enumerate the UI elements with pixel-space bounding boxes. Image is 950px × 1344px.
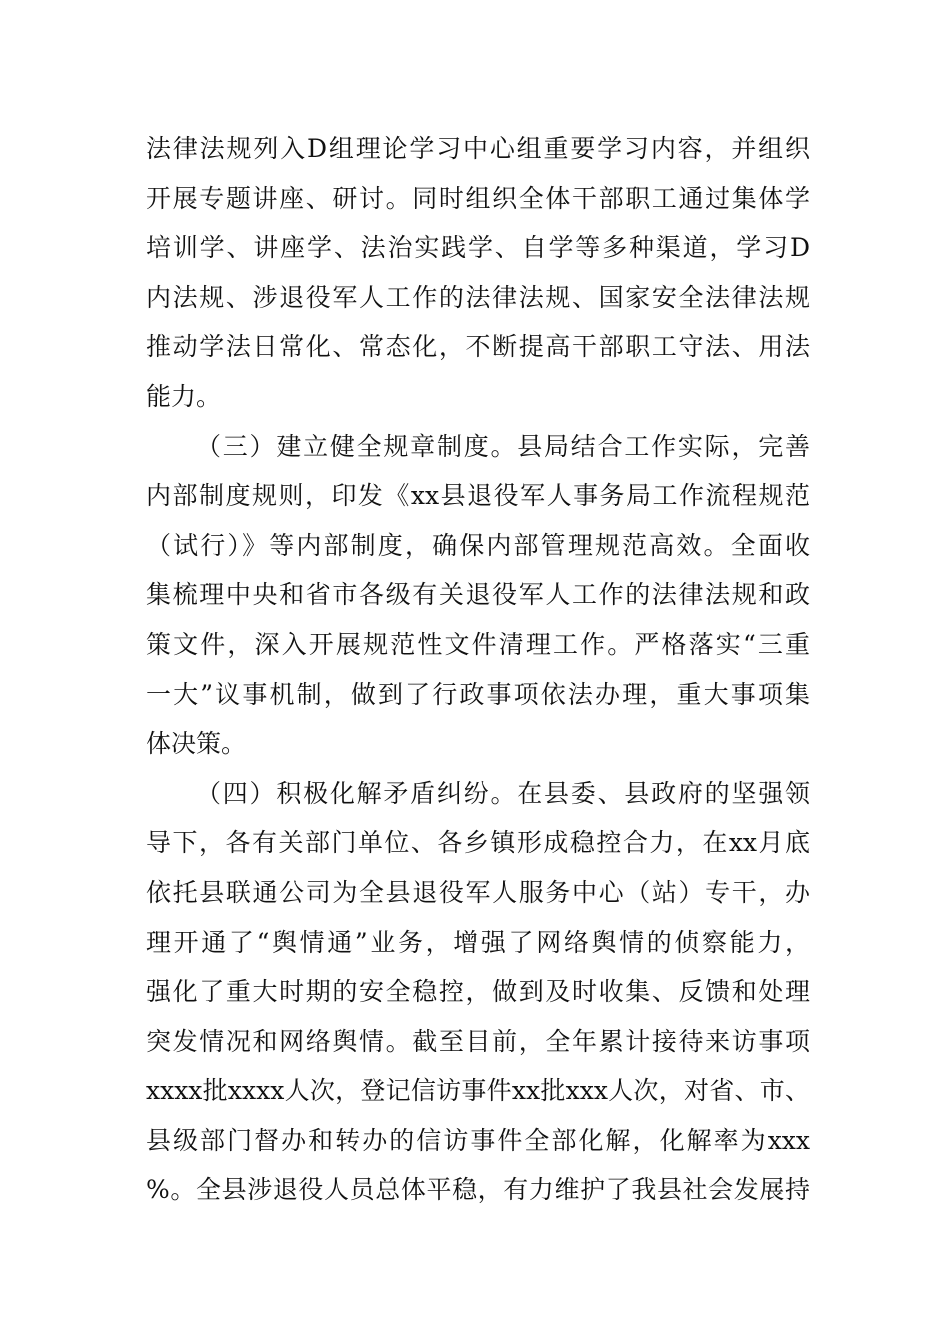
- section-heading-line: （三）建立健全规章制度。县局结合工作实际，完善: [196, 431, 810, 461]
- body-text: [146, 124, 810, 1215]
- text-line: 法律法规列入D组理论学习中心组重要学习内容，并组织: [146, 134, 810, 163]
- text-line: 内部制度规则，印发《xx县退役军人事务局工作流程规范: [146, 481, 810, 511]
- text-line: （试行）》等内部制度，确保内部管理规范高效。全面收: [146, 530, 810, 560]
- text-line: 集梳理中央和省市各级有关退役军人工作的法律法规和政: [146, 580, 810, 610]
- text-line: 强化了重大时期的安全稳控，做到及时收集、反馈和处理: [146, 977, 810, 1007]
- text-line: 突发情况和网络舆情。截至目前，全年累计接待来访事项: [146, 1026, 810, 1056]
- text-line: 推动学法日常化、常态化，不断提高干部职工守法、用法: [146, 332, 810, 362]
- paragraph-disputes: [146, 769, 810, 1215]
- text-line: 策文件，深入开展规范性文件清理工作。严格落实“三重: [146, 629, 810, 659]
- text-line: %。全县涉退役人员总体平稳，有力维护了我县社会发展持: [146, 1175, 810, 1205]
- text-line: 体决策。: [146, 729, 247, 759]
- text-line: 开展专题讲座、研讨。同时组织全体干部职工通过集体学: [146, 183, 810, 213]
- text-line: 导下，各有关部门单位、各乡镇形成稳控合力，在xx月底: [146, 828, 810, 858]
- text-line: 理开通了“舆情通”业务，增强了网络舆情的侦察能力，: [146, 927, 810, 957]
- text-line: 县级部门督办和转办的信访事件全部化解，化解率为xxx: [146, 1125, 810, 1155]
- text-line: 一大”议事机制，做到了行政事项依法办理，重大事项集: [146, 679, 810, 709]
- paragraph-rules: [146, 422, 810, 769]
- paragraph-study: [146, 124, 810, 422]
- text-line: 培训学、讲座学、法治实践学、自学等多种渠道，学习D: [146, 233, 810, 263]
- text-line: xxxx批xxxx人次，登记信访事件xx批xxx人次，对省、市、: [146, 1076, 810, 1106]
- text-line: 能力。: [146, 381, 222, 411]
- text-line: 依托县联通公司为全县退役军人服务中心（站）专干，办: [146, 877, 810, 907]
- text-line: 内法规、涉退役军人工作的法律法规、国家安全法律法规: [146, 282, 810, 312]
- section-heading-line: （四）积极化解矛盾纠纷。在县委、县政府的坚强领: [196, 778, 810, 808]
